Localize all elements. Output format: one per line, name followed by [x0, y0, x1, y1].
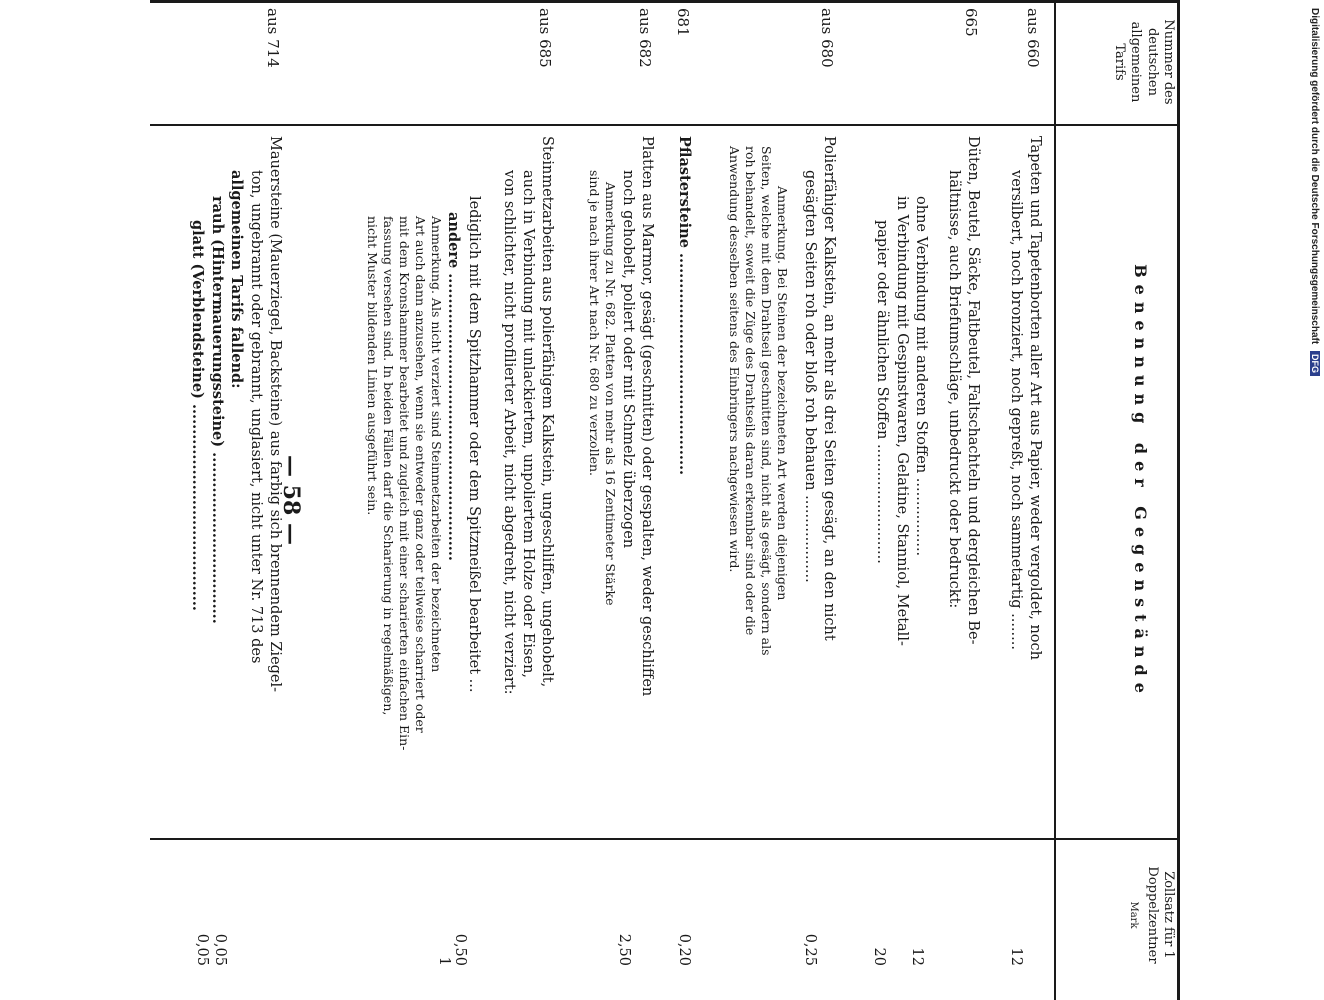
row-line: noch gehobelt, poliert oder mit Schmelz überzogen	[619, 170, 636, 549]
row-line: Steinmetzarbeiten aus polierfähigem Kalkstein, ungeschliffen, ungehobelt,	[539, 136, 555, 688]
row-number: aus 714	[264, 8, 282, 68]
rotated-document-page	[150, 0, 1180, 1000]
row-sub-line: in Verbindung mit Gespinstwaren, Gelatine, Stanniol, Metall-	[893, 196, 910, 646]
header-rate	[1127, 840, 1176, 990]
row-sub-line: lediglich mit dem Spitzhammer oder dem Spitzmeißel bearbeitet ...	[465, 196, 482, 693]
row-number: 665	[962, 8, 980, 37]
dfg-logo: DFG	[1310, 351, 1320, 376]
row-rate: 1	[436, 956, 452, 966]
row-sub-line: ohne Verbindung mit anderen Stoffen .................	[912, 196, 929, 557]
row-line: Tapeten und Tapetenborten aller Art aus Papier, weder vergoldet, noch	[1027, 136, 1043, 660]
note-line: roh behandelt, soweit die Züge des Drahtseils daran erkennbar sind oder die	[742, 146, 758, 636]
note-line: sind je nach ihrer Art nach Nr. 680 zu verzollen.	[586, 170, 602, 476]
note-line: Anmerkung zu Nr. 682. Platten von mehr als 16 Zentimeter Stärke	[602, 182, 618, 606]
col-divider-2	[150, 838, 1180, 840]
row-line: Düten, Beutel, Säcke, Faltbeutel, Faltschachteln und dergleichen Be-	[965, 136, 981, 645]
row-sub-line: andere .........................................................	[445, 212, 463, 561]
row-line: hältnisse, auch Briefumschläge, unbedruckt oder bedruckt:	[945, 170, 962, 609]
header-rate-unit: Mark	[1128, 901, 1140, 929]
header-divider	[1054, 0, 1056, 1000]
table-top-border	[1177, 0, 1180, 1000]
row-number: aus 685	[536, 8, 554, 68]
page-number: — 58 —	[278, 455, 304, 545]
row-line: versilbert, noch bronziert, noch gepreßt, noch sammetartig ........	[1007, 170, 1024, 650]
row-note	[726, 136, 790, 828]
row-text	[188, 136, 284, 828]
note-line: fassung versehen sind. In beiden Fällen darf die Scharierung in regelmäßigen,	[381, 216, 397, 716]
note-line: nicht Muster bildenden Linien ausgeführt sein.	[365, 216, 381, 516]
header-number: Nummer des deutschen allgemeinen Tarifs	[1112, 19, 1176, 105]
note-line: Anmerkung. Als nicht verziert sind Steinmetzarbeiten der bezeichneten	[429, 216, 445, 673]
row-rate: 2,50	[616, 933, 632, 966]
note-line: Seiten, welche mit dem Drahtseil geschnitten sind, nicht als gesägt, sondern als	[758, 146, 774, 656]
credit-text: Digitalisierung gefördert durch die Deutsche Forschungsgemeinschaft	[1309, 8, 1320, 345]
note-line: Anmerkung. Bei Steinen der bezeichneten Art werden diejenigen	[774, 186, 790, 601]
digitization-credit	[1306, 8, 1320, 388]
header-rate-label: Zollsatz für 1 Doppelzentner	[1144, 866, 1176, 964]
row-sub-line: rauh (Hintermauerungssteine) ..................................	[208, 196, 226, 624]
note-line: Art auch dann anzusehen, wenn sie entweder ganz oder teilweise scharriert oder	[413, 216, 429, 733]
row-rate: 0,05	[194, 933, 210, 966]
row-text	[675, 136, 694, 828]
note-line: mit dem Kronshammer bearbeitet und zugleich mit einer scharierten einfachen Ein-	[397, 216, 413, 751]
row-rate: 0,25	[802, 933, 818, 966]
row-line: allgemeinen Tarifs fallend:	[227, 170, 245, 389]
row-text	[586, 136, 656, 828]
row-rate: 0,05	[212, 933, 228, 966]
row-rate: 12	[1008, 947, 1024, 966]
row-sub-line: glatt (Verblendsteine) .........................................	[189, 220, 207, 611]
row-rate: 0,20	[676, 933, 692, 966]
row-text	[364, 136, 556, 828]
row-line: Mauersteine (Mauerziegel, Backsteine) aus farbig sich brennendem Ziegel-	[267, 136, 283, 693]
row-number: 681	[674, 8, 692, 37]
row-text	[1006, 136, 1044, 828]
row-rate: 0,50	[452, 933, 468, 966]
row-text	[726, 136, 838, 828]
note-line: Anwendung desselben seitens des Einbringers nachgewiesen wird.	[726, 146, 742, 573]
row-line: ton, ungebrannt oder gebrannt, unglasiert, nicht unter Nr. 713 des	[247, 170, 264, 664]
row-sub-line: papier oder ähnlichen Stoffen ..........................	[874, 220, 891, 564]
row-note	[586, 136, 618, 828]
row-rate: 20	[871, 947, 887, 966]
row-line: von schlichter, nicht profilierter Arbeit, nicht abgedreht, nicht verziert:	[500, 170, 517, 695]
row-line: Platten aus Marmor, gesägt (geschnitten) oder gespalten, weder geschliffen	[639, 136, 655, 697]
col-divider-1	[150, 124, 1180, 126]
row-note	[364, 136, 444, 828]
row-line: Polierfähiger Kalkstein, an mehr als drei Seiten gesägt, an den nicht	[821, 136, 837, 641]
row-text	[872, 136, 982, 828]
header-items: Benennung der Gegenstände	[1131, 264, 1150, 700]
row-number: aus 660	[1024, 8, 1042, 68]
row-number: aus 680	[818, 8, 836, 68]
table-left-border	[150, 0, 1180, 3]
row-line: auch in Verbindung mit unlackiertem, unpoliertem Holze oder Eisen,	[519, 170, 536, 679]
row-line: gesägten Seiten roh oder bloß roh behauen ...................	[801, 170, 818, 583]
row-number: aus 682	[636, 8, 654, 68]
row-rate: 12	[909, 947, 925, 966]
row-line: Pflastersteine ............................................	[676, 136, 693, 476]
